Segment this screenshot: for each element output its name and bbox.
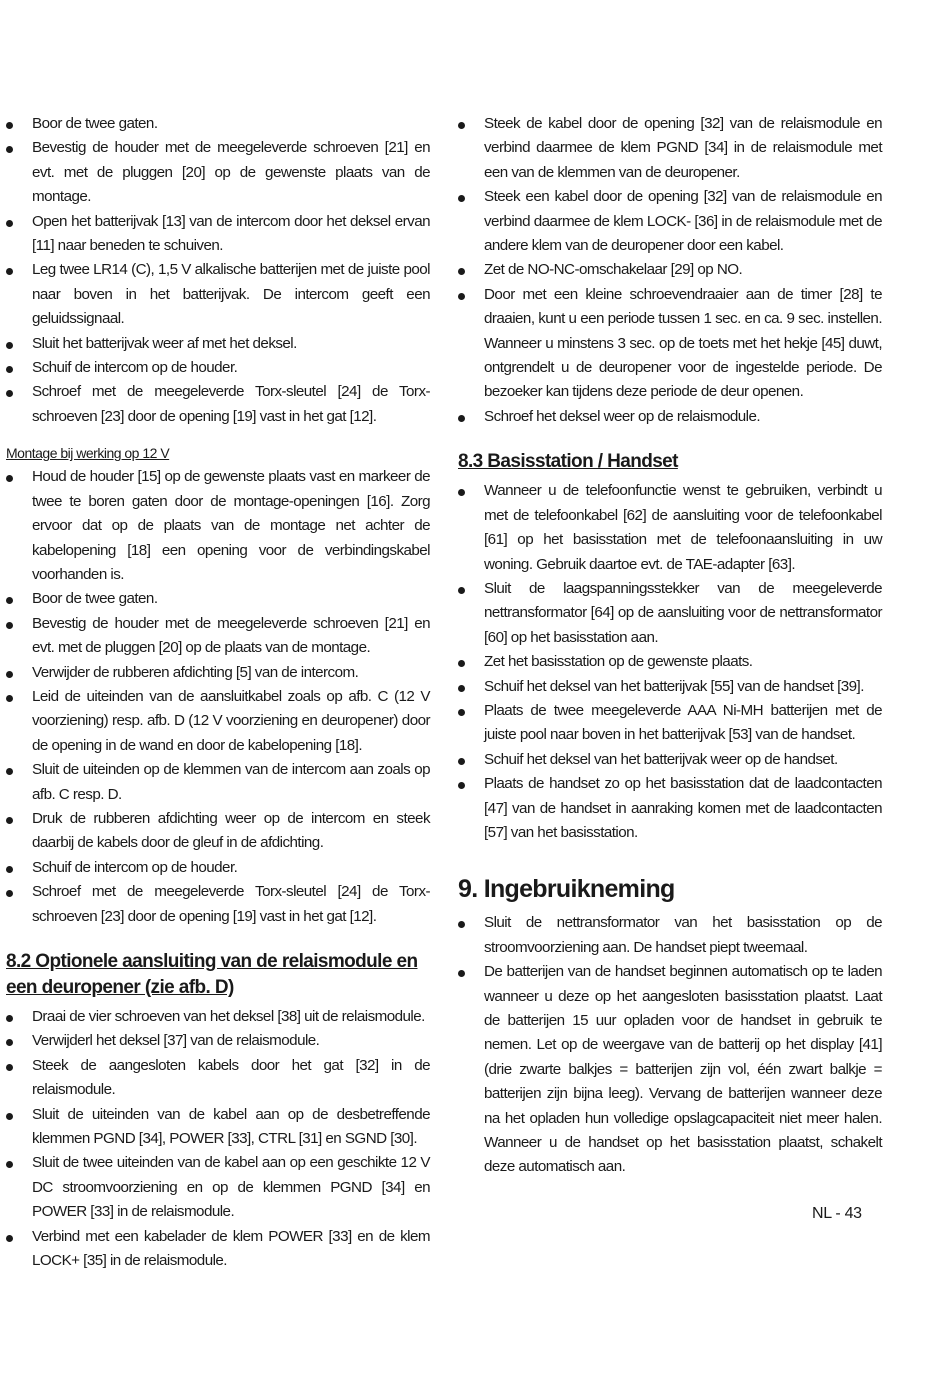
list-item: Schroef met de meegeleverde Torx-sleutel [24] de Torx-schroeven [23] door de opening [19] vast in het gat [12]. — [6, 380, 430, 429]
list-item: Verwijderl het deksel [37] van de relaismodule. — [6, 1029, 430, 1053]
list-item: Sluit het batterijvak weer af met het deksel. — [6, 332, 430, 356]
list-item: Verbind met een kabelader de klem POWER [33] en de klem LOCK+ [35] in de relaismodule. — [6, 1225, 430, 1274]
list-item: Schroef het deksel weer op de relaismodule. — [458, 405, 882, 429]
chapter-heading-9: 9. Ingebruikneming — [458, 875, 675, 904]
list-item: De batterijen van de handset beginnen automatisch op te laden wanneer u deze op het aangesloten basisstation plaatst. Laat de batterijen 15 uur opladen voor de handset in gebruik te nemen. Let op de weergave van de batterij op het display [41] (drie zwarte balkjes = batterijen zijn vol, één zwart balkje = batterijen zijn bijna leeg). Vervang de batterijen wanneer deze na het opladen hun volledige opslagcapaciteit niet meer halen. Wanneer u de handset op het basisstation plaatst, schakelt deze automatisch aan. — [458, 960, 882, 1180]
list-item: Steek de aangesloten kabels door het gat [32] in de relaismodule. — [6, 1054, 430, 1103]
list-item: Schuif de intercom op de houder. — [6, 856, 430, 880]
list-item: Verwijder de rubberen afdichting [5] van de intercom. — [6, 661, 430, 685]
list-item: Bevestig de houder met de meegeleverde schroeven [21] en evt. met de pluggen [20] op de gewenste plaats van de montage. — [6, 136, 430, 209]
list-item: Wanneer u de telefoonfunctie wenst te gebruiken, verbindt u met de telefoonkabel [62] de aansluiting voor de telefoonkabel [61] op het basisstation met de telefoonaansluiting in uw woning. Gebruik daartoe evt. de TAE-adapter [63]. — [458, 479, 882, 577]
list-item: Schuif het deksel van het batterijvak weer op de handset. — [458, 748, 882, 772]
right-list-3 — [458, 911, 882, 1179]
right-column — [458, 112, 882, 1180]
section-heading-8-3: 8.3 Basisstation / Handset — [458, 451, 678, 473]
list-item: Sluit de laagspanningsstekker van de meegeleverde nettransformator [64] op de aansluiting voor de nettransformator [60] op het basisstation aan. — [458, 577, 882, 650]
list-item: Open het batterijvak [13] van de intercom door het deksel ervan [11] naar beneden te schuiven. — [6, 210, 430, 259]
list-item: Leid de uiteinden van de aansluitkabel zoals op afb. C (12 V voorziening) resp. afb. D (12 V voorziening en deuropener) door de opening in de wand en door de kabelopening [18]. — [6, 685, 430, 758]
list-item: Sluit de nettransformator van het basisstation op de stroomvoorziening aan. De handset piept tweemaal. — [458, 911, 882, 960]
list-item: Houd de houder [15] op de gewenste plaats vast en markeer de twee te boren gaten door de montage-openingen [16]. Zorg ervoor dat op de plaats van de montage net achter de kabelopening [18] een opening voor de verbindingskabel voorhanden is. — [6, 465, 430, 587]
left-list-1 — [6, 112, 430, 429]
list-item: Sluit de twee uiteinden van de kabel aan op een geschikte 12 V DC stroomvoorziening en op de klemmen PGND [34] en POWER [33] in de relaismodule. — [6, 1151, 430, 1224]
list-item: Zet de NO-NC-omschakelaar [29] op NO. — [458, 258, 882, 282]
list-item: Boor de twee gaten. — [6, 112, 430, 136]
list-item: Leg twee LR14 (C), 1,5 V alkalische batterijen met de juiste pool naar boven in het batterijvak. De intercom geeft een geluidssignaal. — [6, 258, 430, 331]
left-list-2 — [6, 465, 430, 929]
list-item: Door met een kleine schroevendraaier aan de timer [28] te draaien, kunt u een periode tussen 1 sec. en ca. 9 sec. instellen. Wanneer u minstens 3 sec. op de toets met het hekje [45] duwt, ontgrendelt u de deuropener voor de ingestelde periode. De bezoeker kan tijdens deze periode de deur openen. — [458, 283, 882, 405]
list-item: Bevestig de houder met de meegeleverde schroeven [21] en evt. met de pluggen [20] op de plaats van de montage. — [6, 612, 430, 661]
list-item: Plaats de twee meegeleverde AAA Ni-MH batterijen met de juiste pool naar boven in het batterijvak [53] van de handset. — [458, 699, 882, 748]
subheading-12v-mounting: Montage bij werking op 12 V — [6, 445, 170, 462]
list-item: Steek de kabel door de opening [32] van de relaismodule en verbind daarmee de klem PGND [34] in de relaismodule met een van de klemmen van de deuropener. — [458, 112, 882, 185]
list-item: Druk de rubberen afdichting weer op de intercom en steek daarbij de kabels door de gleuf in de afdichting. — [6, 807, 430, 856]
list-item: Sluit de uiteinden van de kabel aan op de desbetreffende klemmen PGND [34], POWER [33], CTRL [31] en SGND [30]. — [6, 1103, 430, 1152]
list-item: Schroef met de meegeleverde Torx-sleutel [24] de Torx-schroeven [23] door de opening [19] vast in het gat [12]. — [6, 880, 430, 929]
list-item: Plaats de handset zo op het basisstation dat de laadcontacten [47] van de handset in aanraking komen met de laadcontacten [57] van het basisstation. — [458, 772, 882, 845]
list-item: Steek een kabel door de opening [32] van de relaismodule en verbind daarmee de klem LOCK- [36] in de relaismodule met de andere klem van de deuropener door een kabel. — [458, 185, 882, 258]
list-item: Schuif de intercom op de houder. — [6, 356, 430, 380]
left-list-3 — [6, 1005, 430, 1273]
section-heading-8-2: 8.2 Optionele aansluiting van de relaismodule en een deuropener (zie afb. D) — [6, 951, 418, 998]
left-column — [6, 112, 430, 1273]
list-item: Schuif het deksel van het batterijvak [55] van de handset [39]. — [458, 675, 882, 699]
list-item: Draai de vier schroeven van het deksel [38] uit de relaismodule. — [6, 1005, 430, 1029]
page-number: NL - 43 — [812, 1205, 862, 1222]
list-item: Zet het basisstation op de gewenste plaats. — [458, 650, 882, 674]
list-item: Boor de twee gaten. — [6, 587, 430, 611]
right-list-1 — [458, 112, 882, 429]
right-list-2 — [458, 479, 882, 845]
list-item: Sluit de uiteinden op de klemmen van de intercom aan zoals op afb. C resp. D. — [6, 758, 430, 807]
